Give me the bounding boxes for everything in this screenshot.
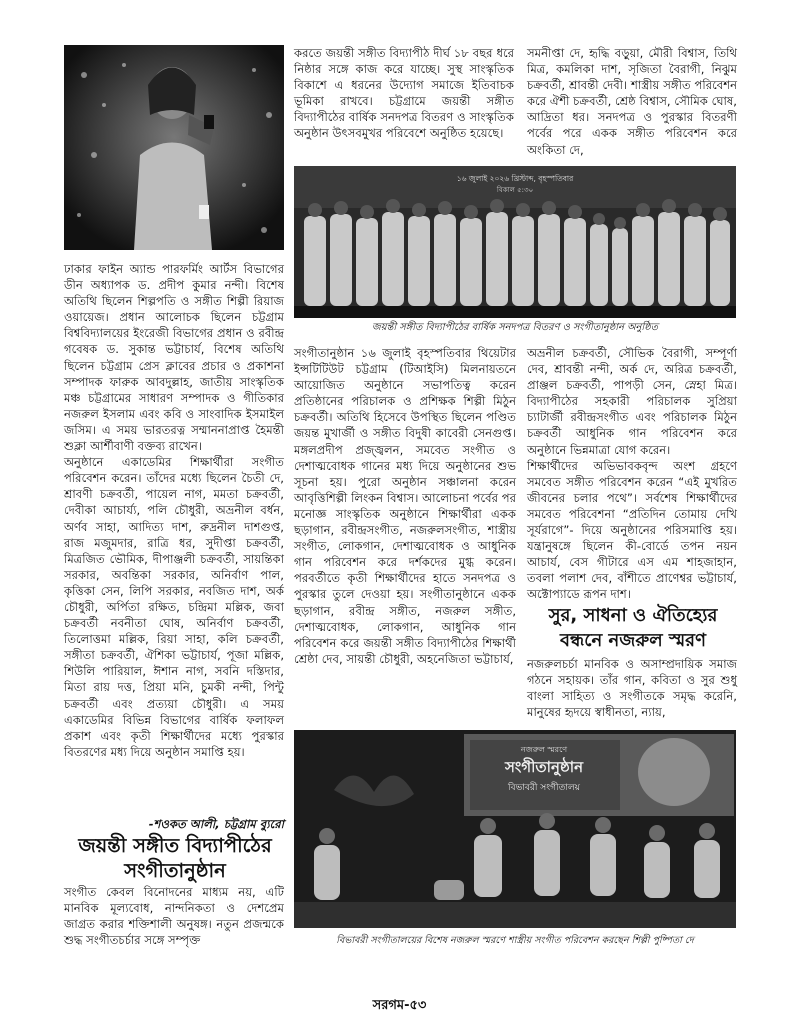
jayanti-article-start xyxy=(64,884,284,948)
nazrul-concert-photo xyxy=(294,730,736,928)
heading-line-2: সংগীতানুষ্ঠান xyxy=(124,859,226,882)
middle-top-text xyxy=(294,45,514,142)
left-column-intro xyxy=(64,261,284,760)
page-number: সরগম-৫৩ xyxy=(372,998,427,1013)
jayanti-article-heading xyxy=(64,833,286,883)
stage-banner-date: ১৬ জুলাই ২০২৬ খ্রিস্টাব্দ, বৃহস্পতিবার xyxy=(456,174,574,183)
heading-line-1: জয়ন্তী সঙ্গীত বিদ্যাপীঠের xyxy=(78,834,272,857)
article-start-paragraph: সংগীত কেবল বিনোদনের মাধ্যম নয়, এটি মানবিক মূল্যবোধ, নান্দনিকতা ও দেশপ্রেম জাগ্রত করার শক্তিশালী অনুষঙ্গ। নতুন প্রজন্মকে শুদ্ধ সংগীতচর্চার সঙ্গে সম্পৃক্ত xyxy=(64,885,284,948)
right-middle-text xyxy=(527,345,737,603)
stage-photo-caption: জয়ন্তী সঙ্গীত বিদ্যাপীঠের বার্ষিক সনদপত্র বিতরণ ও সংগীতানুষ্ঠান অনুষ্ঠিত xyxy=(372,322,658,333)
right-middle-paragraph-1: অভ্রনীল চক্রবর্তী, সৌভিক বৈরাগী, সম্পূর্ণা দেব, শ্রাবন্তী নন্দী, অর্ক দে, অরিত্র চক্রবর্তী, প্রাঞ্জল চক্রবর্তী, পাপড়ী সেন, স্নেহা মিত্র। বিদ্যাপীঠের সহকারী পরিচালক সুপ্রিয়া চ্যাটার্জী রবীন্দ্রসংগীত এবং পরিচালক মিঠুন চক্রবর্তী আধুনিক গান পরিবেশন করে অনুষ্ঠানে ভিন্নমাত্রা যোগ করেন। xyxy=(527,346,737,457)
performers-paragraph: অনুষ্ঠানে একাডেমির শিক্ষার্থীরা সংগীত পরিবেশন করেন। তাঁদের মধ্যে ছিলেন চৈতী দে, শ্রাবণী চক্রবর্তী, পায়েল নাগ, মমতা চক্রবর্তী, দেবীকা আচার্য্য, পলি চৌধুরী, অভ্রনীল বর্ধন, অর্ণব সাহা, আদিত্য দাশ, রুদ্রনীল দাশগুপ্ত, রাজ মজুমদার, রাত্রি ধর, সুদীপ্তা চক্রবর্তী, মিত্রজিত ভৌমিক, দীপাঞ্জলী চক্রবর্তী, সায়ন্তিকা সরকার, অবন্তিকা সরকার, অনির্বাণ পাল, কৃত্তিকা সেন, লিপি সরকার, নবজিত দাশ, অর্ক চৌধুরী, অর্পিতা রক্ষিত, চন্দ্রিমা মল্লিক, জবা চক্রবর্তী নবনীতা ঘোষ, অনির্বাণ চক্রবর্তী, তিলোত্তমা মল্লিক, রিয়া সাহা, কলি চক্রবর্তী, সঙ্গীতা চক্রবর্তী, ঐশিকা ভট্টাচার্য, পূজা মল্লিক, শিউলি পারিয়াল, ঈশান নাগ, সবনি দস্তিদার, মিতা রায় দত্ত, প্রিয়া মনি, চুমকী নন্দী, পিন্টু চক্রবর্তী এবং প্রত্যয়া চৌধুরী। এ সময় একাডেমির বিভিন্ন বিভাগের বার্ষিক ফলাফল প্রকাশ এবং কৃতী শিক্ষার্থীদের মধ্যে পুরস্কার বিতরণের মধ্য দিয়ে অনুষ্ঠান সমাপ্তি হয়। xyxy=(64,455,284,759)
intro-paragraph: ঢাকার ফাইন অ্যান্ড পারফর্মিং আর্টস বিভাগের ডীন অধ্যাপক ড. প্রদীপ কুমার নন্দী। বিশেষ অতিথি ছিলেন শিল্পপতি ও সঙ্গীত শিল্পী রিয়াজ ওয়ায়েজ। প্রধান আলোচক ছিলেন চট্টগ্রাম বিশ্ববিদ্যালয়ের ইংরেজী বিভাগের প্রধান ও রবীন্দ্র গবেষক ড. সুকান্ত ভট্টাচার্য, বিশেষ অতিথি ছিলেন চট্টগ্রাম প্রেস ক্লাবের প্রচার ও প্রকাশনা সম্পাদক ফারুক আবদুল্লাহ, জাতীয় সাংস্কৃতিক মঞ্চ চট্টগ্রামের সাধারণ সম্পাদক ও গীতিকার নজরুল ইসলাম এবং কবি ও সাংবাদিক ইসমাইল জসিম। এ সময় ভারতরত্ন সম্মাননাপ্রাপ্ত হৈমন্তী শুক্লা আর্শীবাণী বক্তব্য রাখেন। xyxy=(64,262,284,454)
stage-group-photo xyxy=(294,166,736,318)
middle-bottom-text xyxy=(294,345,516,667)
right-middle-paragraph-2: শিক্ষার্থীদের অভিভাবকবৃন্দ অংশ গ্রহণে সমবেত সঙ্গীত পরিবেশন করেন “এই মুখরিত জীবনের চলার পথে”। সর্বশেষ শিক্ষার্থীদের সমবেত পরিবেশনা “প্রতিদিন তোমায় দেখি সূর্যরাগে”- দিয়ে অনুষ্ঠানের পরিসমাপ্তি হয়। যন্ত্রানুষঙ্গে ছিলেন কী-বোর্ডে তপন নয়ন আচার্য, বেস গীটারে এস এম শাহজাহান, তবলা পলাশ দেব, বাঁশীতে প্রাণেশ্বর ভট্টাচার্য, অক্টোপ্যাডে রূপন দাশ। xyxy=(527,458,737,602)
concert-banner-org: বিভাবরী সংগীতালয় xyxy=(508,783,580,793)
nazrul-heading-line-2: বন্ধনে নজরুল স্মরণ xyxy=(560,630,706,651)
concert-banner-top: নজরুল স্মরণে xyxy=(520,745,568,754)
middle-top-paragraph: করতে জয়ন্তী সঙ্গীত বিদ্যাপীঠ দীর্ঘ ১৮ বছর ধরে নিষ্ঠার সঙ্গে কাজ করে যাচ্ছে। সুস্থ সাংস্কৃতিক বিকাশে এ ধরনের উদ্যোগ সমাজে ইতিবাচক ভূমিকা রাখবে। চট্টগ্রামে জয়ন্তী সঙ্গীত বিদ্যাপীঠের বার্ষিক সনদপত্র বিতরণ ও সাংস্কৃতিক অনুষ্ঠান উৎসবমুখর পরিবেশে অনুষ্ঠিত হয়েছে। xyxy=(294,46,514,141)
stage-banner-time: বিকাল ৫:৩০ xyxy=(496,186,534,194)
middle-bottom-paragraph: সংগীতানুষ্ঠান ১৬ জুলাই বৃহস্পতিবার থিয়েটার ইন্সটিটিউট চট্টগ্রাম (টিআইসি) মিলনায়তনে আয়োজিত অনুষ্ঠানে সভাপতিত্ব করেন প্রতিষ্ঠানের পরিচালক ও প্রশিক্ষক শিল্পী মিঠুন চক্রবর্তী। অতিথি হিসেবে উপস্থিত ছিলেন পণ্ডিত জয়ন্ত মুখার্জী ও সঙ্গীত বিদুষী কাবেরী সেনগুপ্ত। মঙ্গলপ্রদীপ প্রজ্জ্বলন, সমবেত সংগীত ও দেশাত্মবোধক গানের মধ্য দিয়ে অনুষ্ঠানের শুভ সূচনা হয়। পুরো অনুষ্ঠান সঞ্চালনা করেন আবৃত্তিশিল্পী লিংকন বিশ্বাস। আলোচনা পর্বের পর মনোজ্ঞ সাংস্কৃতিক অনুষ্ঠানে শিক্ষার্থীরা একক ছড়াগান, রবীন্দ্রসংগীত, নজরুলসংগীত, শাস্ত্রীয় সংগীত, লোকগান, দেশাত্মবোধক ও আধুনিক গান পরিবেশন করে দর্শকদের মুগ্ধ করেন। পরবর্তীতে কৃতী শিক্ষার্থীদের হাতে সনদপত্র ও পুরস্কার তুলে দেওয়া হয়। সংগীতানুষ্ঠানে একক ছড়াগান, রবীন্দ্র সঙ্গীত, নজরুল সঙ্গীত, দেশাত্মবোধক, লোকগান, আধুনিক গান পরিবেশন করে জয়ন্তী সঙ্গীত বিদ্যাপীঠের শিক্ষার্থী শ্রেষ্ঠা দেব, সায়ন্তী চৌধুরী, অহনেজিতা ভট্টাচার্য, xyxy=(294,346,516,666)
right-top-text xyxy=(527,45,737,158)
nazrul-article-heading xyxy=(527,603,739,653)
nazrul-heading-line-1: সুর, সাধনা ও ঐতিহ্যের xyxy=(548,605,718,626)
nazrul-article-text xyxy=(527,656,737,720)
concert-photo-caption: বিভাবরী সংগীতালয়ের বিশেষ নজরুল স্মরণে শাস্ত্রীয় সংগীত পরিবেশন করছেন শিল্পী পুষ্পিতা দে xyxy=(336,935,694,946)
nazrul-article-paragraph: নজরুলচর্চা মানবিক ও অসাম্প্রদায়িক সমাজ গঠনে সহায়ক। তাঁর গান, কবিতা ও সুর শুধু বাংলা সাহিত্য ও সংগীতকে সমৃদ্ধ করেনি, মানুষের হৃদয়ে স্বাধীনতা, ন্যায়, xyxy=(527,657,737,720)
singer-photo xyxy=(64,45,284,250)
concert-banner-title: সংগীতানুষ্ঠান xyxy=(504,758,584,776)
byline-credit: -শওকত আলী, চট্টগ্রাম ব্যুরো xyxy=(148,817,284,831)
right-top-paragraph: সমনীপ্তা দে, হৃদ্ধি বড়ুয়া, মৌরী বিশ্বাস, তিথি মিত্র, কমলিকা দাশ, সৃজিতা বৈরাগী, নিঝুম চক্রবর্তী, শ্রাবন্তী দেবী। শাস্ত্রীয় সঙ্গীত পরিবেশন করে ঐশী চক্রবর্তী, শ্রেষ্ঠ বিশ্বাস, সৌমিক ঘোষ, আদ্রিতা ধর। সনদপত্র ও পুরস্কার বিতরণী পর্বের পরে একক সঙ্গীত পরিবেশন করে অংকিতা দে, xyxy=(527,46,737,157)
